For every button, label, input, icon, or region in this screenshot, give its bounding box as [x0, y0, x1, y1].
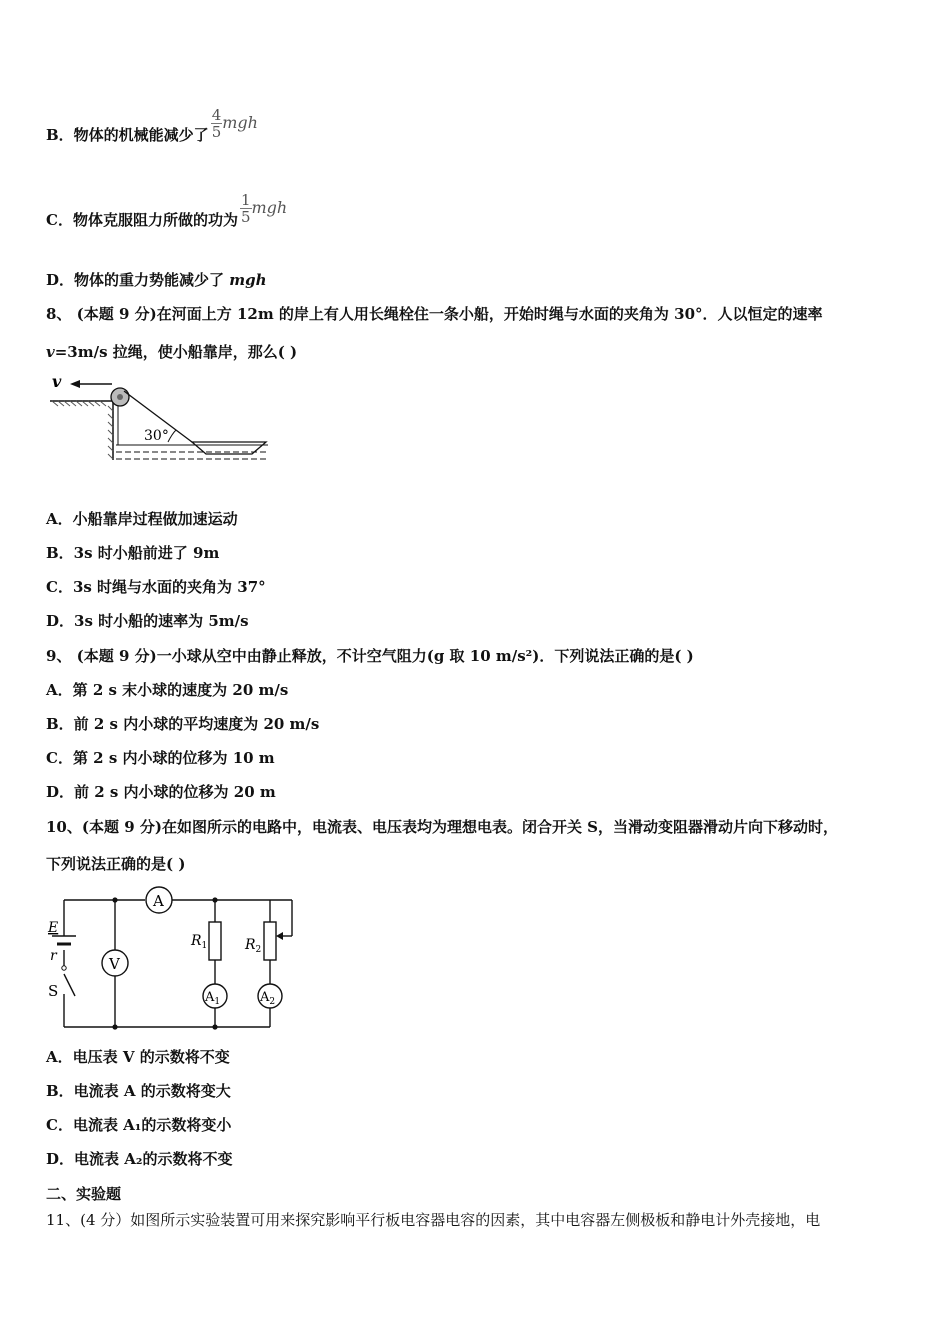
- label-e: E: [48, 920, 59, 936]
- option-text: C．物体克服阻力所做的功为: [46, 211, 238, 229]
- junction-dots: [62, 897, 221, 1029]
- q7-option-b: [46, 105, 258, 146]
- fraction: [211, 107, 223, 140]
- q8-stem-line1: 8、 (本题 9 分)在河面上方 12m 的岸上有人用长绳栓住一条小船，开始时绳与水面的夹角为 30°．人以恒定的速率: [46, 305, 823, 323]
- label-a2: $A_2$: [260, 990, 276, 1007]
- q9-option-d: D．前 2 s 内小球的位移为 20 m: [46, 783, 276, 801]
- q8-option-c: C．3s 时绳与水面的夹角为 37°: [46, 578, 266, 596]
- option-text: B．物体的机械能减少了: [46, 126, 209, 144]
- fraction-numerator: 4: [211, 105, 222, 124]
- fraction-denominator: 5: [211, 122, 222, 141]
- label-v: V: [109, 955, 120, 973]
- label-r: r: [50, 948, 57, 964]
- label-r1: $R_1$: [191, 933, 208, 951]
- switch-blade: [64, 974, 75, 996]
- q9-stem: 9、 (本题 9 分)一小球从空中由静止释放，不计空气阻力(g 取 10 m/s²)．下列说法正确的是( ): [46, 647, 694, 665]
- angle-label: 30°: [144, 428, 169, 444]
- q9-option-a: A．第 2 s 末小球的速度为 20 m/s: [46, 681, 289, 699]
- arrow-head: [70, 380, 80, 388]
- pulley-axle: [117, 394, 123, 400]
- q8-option-b: B．3s 时小船前进了 9m: [46, 544, 220, 562]
- q10-option-a: A．电压表 V 的示数将不变: [46, 1048, 230, 1066]
- angle-arc: [168, 430, 176, 442]
- q10-option-d: D．电流表 A₂的示数将不变: [46, 1150, 233, 1168]
- label-r2: $R_2$: [245, 937, 262, 955]
- formula-mgh: mgh: [229, 271, 267, 289]
- rheostat-r2: [264, 922, 276, 960]
- q8-option-a: A．小船靠岸过程做加速运动: [46, 510, 238, 528]
- resistor-r1: [209, 922, 221, 960]
- q9-option-c: C．第 2 s 内小球的位移为 10 m: [46, 749, 275, 767]
- stem-text: =3m/s 拉绳，使小船靠岸，那么( ): [54, 343, 298, 361]
- q8-stem-line2: [46, 342, 297, 362]
- q9-option-b: B．前 2 s 内小球的平均速度为 20 m/s: [46, 715, 320, 733]
- label-a1: $A_1$: [205, 990, 221, 1007]
- q10-option-b: B．电流表 A 的示数将变大: [46, 1082, 231, 1100]
- formula-mgh: mgh: [251, 198, 288, 217]
- label-s: S: [48, 982, 59, 1000]
- velocity-label: v: [52, 372, 62, 391]
- q7-option-c: [46, 190, 288, 231]
- q8-option-d: D．3s 时小船的速率为 5m/s: [46, 612, 249, 630]
- q10-stem-line1: 10、(本题 9 分)在如图所示的电路中，电流表、电压表均为理想电表。闭合开关 S，当滑动变阻器滑动片向下移动时，: [46, 818, 839, 836]
- q10-stem-line2: 下列说法正确的是( ): [46, 855, 186, 873]
- fraction-numerator: 1: [240, 190, 251, 209]
- q10-circuit-figure: [40, 884, 310, 1034]
- fraction-denominator: 5: [240, 207, 251, 226]
- formula-mgh: mgh: [222, 113, 258, 132]
- section-heading: 二、实验题: [46, 1185, 122, 1203]
- fraction: [240, 192, 252, 225]
- label-a: A: [153, 892, 164, 910]
- q11-stem: 11、(4 分）如图所示实验装置可用来探究影响平行板电容器电容的因素，其中电容器左侧极板和静电计外壳接地，电: [46, 1211, 821, 1229]
- velocity-symbol: v: [46, 343, 55, 361]
- option-text: D．物体的重力势能减少了: [46, 271, 230, 289]
- q7-option-d: [46, 270, 267, 290]
- q10-option-c: C．电流表 A₁的示数将变小: [46, 1116, 232, 1134]
- slider-arrow-head: [276, 932, 283, 940]
- q8-boat-figure: [46, 370, 276, 470]
